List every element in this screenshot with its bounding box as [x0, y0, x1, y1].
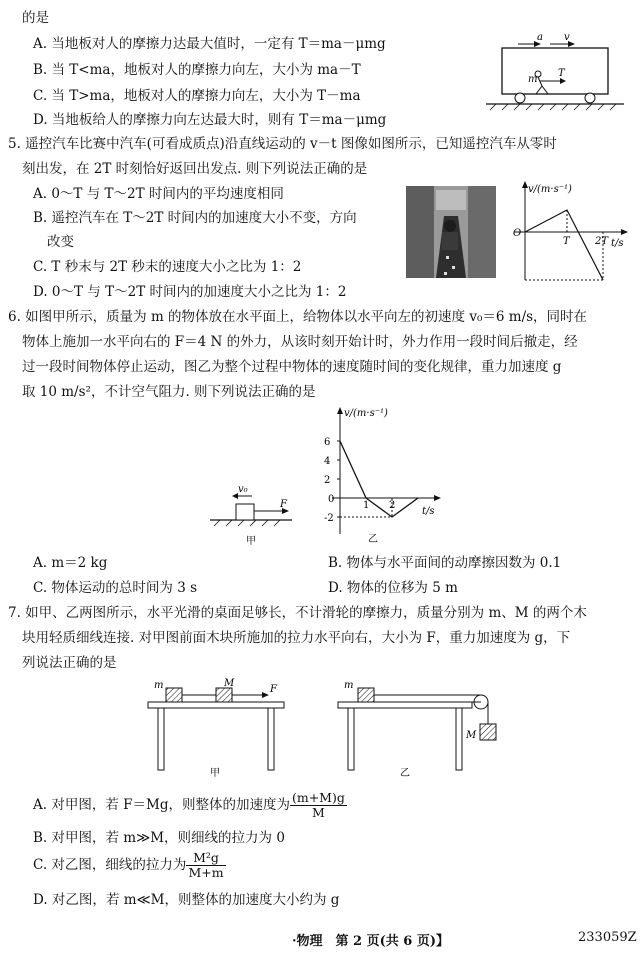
- q4-option-c: C. 当 T>ma，地板对人的摩擦力向左，大小为 T－ma: [33, 88, 361, 104]
- q4-option-b: B. 当 T<ma，地板对人的摩擦力向左，大小为 ma－T: [33, 62, 361, 78]
- q4-figure-cart: [480, 30, 630, 118]
- q7-figure-yi: [334, 678, 504, 778]
- q7-option-c-den: M+m: [188, 865, 224, 880]
- q7-option-a-fraction: [290, 791, 347, 820]
- q5-vt-graph: [505, 180, 635, 290]
- q6-yi-ytick-label: 4: [324, 456, 331, 467]
- q6-yi-xlabel: t/s: [422, 506, 435, 517]
- q7-jia-caption: 甲: [210, 768, 220, 778]
- q4-a-label: a: [537, 32, 543, 43]
- q6-jia-v0: v₀: [238, 484, 248, 495]
- q4-m-label: m: [528, 74, 538, 85]
- page-footer: ·物理 第 2 页(共 6 页)】: [292, 934, 450, 949]
- q4-v-label: v: [564, 32, 570, 43]
- q7-stem-line-3: 列说法正确的是: [22, 655, 117, 671]
- q6-yi-ytick-label: 6: [324, 437, 331, 448]
- q7-yi-caption: 乙: [400, 768, 410, 778]
- q6-option-c: C. 物体运动的总时间为 3 s: [33, 580, 198, 596]
- q6-yi-xtick-label: 1: [363, 500, 370, 511]
- q7-jia-m: m: [154, 680, 164, 691]
- q6-jia-caption: 甲: [246, 536, 256, 547]
- q7-stem-line-2: 块用轻质细线连接. 对甲图前面木块所施加的拉力水平向右，大小为 F，重力加速度为 g，下: [22, 630, 571, 646]
- q6-stem-line-2: 物体上施加一水平向右的 F＝4 N 的外力，从该时刻开始计时，外力作用一段时间后撤走，经: [22, 334, 578, 350]
- q7-option-c-num: M²g: [186, 851, 225, 866]
- q7-option-a-num: (m+M)g: [291, 790, 345, 805]
- q5-option-d: D. 0～T 与 T～2T 时间内的加速度大小之比为 1：2: [33, 284, 347, 300]
- q7-option-a-den: M: [312, 805, 325, 820]
- q6-yi-xtick-label: 2: [389, 500, 396, 511]
- q6-option-a: A. m＝2 kg: [33, 555, 108, 571]
- q5-graph-ylabel: v/(m·s⁻¹): [528, 184, 572, 195]
- q7-yi-m: m: [344, 680, 354, 691]
- q7-option-c-fraction: [186, 851, 225, 880]
- q6-figure-jia: [208, 478, 304, 548]
- q4-intro-tail: 的是: [22, 10, 49, 26]
- q6-figure-yi: [316, 406, 446, 546]
- q5-stem-line-1: 5. 遥控汽车比赛中汽车(可看成质点)沿直线运动的 v－t 图像如图所示，已知遥控汽车从零时: [8, 136, 557, 152]
- q5-option-b: B. 遥控汽车在 T～2T 时间内的加速度大小不变，方向: [33, 210, 357, 226]
- q7-figure-jia: [144, 678, 294, 778]
- q6-option-b: B. 物体与水平面间的动摩擦因数为 0.1: [328, 555, 562, 571]
- q7-option-c-text: C. 对乙图，细线的拉力为: [33, 857, 187, 873]
- q5-graph-origin: O: [513, 228, 522, 239]
- q6-yi-ytick-label: -2: [324, 513, 334, 524]
- q5-race-photo: [406, 186, 496, 278]
- q6-yi-series-line: [340, 441, 418, 517]
- q6-yi-ylabel: v/(m·s⁻¹): [344, 408, 388, 419]
- q5-option-c: C. T 秒末与 2T 秒末的速度大小之比为 1：2: [33, 259, 302, 275]
- q7-option-a: [33, 788, 347, 822]
- q4-option-a: A. 当地板对人的摩擦力达最大值时，一定有 T＝ma－μmg: [33, 36, 386, 52]
- q6-stem-line-3: 过一段时间物体停止运动，图乙为整个过程中物体的速度随时间的变化规律，重力加速度 g: [22, 359, 562, 375]
- q5-tick-2T: 2T: [595, 236, 609, 247]
- q4-T-label: T: [558, 68, 565, 79]
- q6-yi-ytick-label: 2: [324, 475, 331, 486]
- q4-option-d: D. 当地板给人的摩擦力向左达最大时，则有 T＝ma－μmg: [33, 112, 387, 128]
- q7-option-c: [33, 848, 226, 882]
- q6-stem-line-1: 6. 如图甲所示，质量为 m 的物体放在水平面上，给物体以水平向左的初速度 v₀＝6 m/s，同时在: [8, 309, 588, 325]
- q5-option-a: A. 0～T 与 T～2T 时间内的平均速度相同: [33, 186, 284, 202]
- q5-stem-line-2: 刻出发，在 2T 时刻恰好返回出发点. 则下列说法正确的是: [22, 161, 368, 177]
- q7-option-a-text: A. 对甲图，若 F＝Mg，则整体的加速度为: [33, 797, 290, 813]
- q7-option-b: B. 对甲图，若 m≫M，则细线的拉力为 0: [33, 830, 285, 846]
- q7-yi-M: M: [466, 730, 477, 741]
- q6-yi-caption: 乙: [368, 534, 378, 545]
- q5-tick-T: T: [563, 236, 570, 247]
- q6-yi-ytick-0: 0: [328, 494, 335, 505]
- q7-jia-F: F: [270, 684, 277, 695]
- q7-jia-M: M: [224, 678, 235, 689]
- q7-stem-line-1: 7. 如甲、乙两图所示，水平光滑的桌面足够长，不计滑轮的摩擦力，质量分别为 m、M 的两个木: [8, 605, 587, 621]
- page-code: 233059Z: [578, 930, 637, 945]
- q7-option-d: D. 对乙图，若 m≪M，则整体的加速度大小约为 g: [33, 892, 340, 908]
- q5-graph-xlabel: t/s: [611, 238, 624, 249]
- q5-option-b-cont: 改变: [47, 234, 74, 250]
- q6-stem-line-4: 取 10 m/s²，不计空气阻力. 则下列说法正确的是: [22, 384, 316, 400]
- q6-jia-F: F: [280, 499, 287, 510]
- q6-option-d: D. 物体的位移为 5 m: [328, 580, 458, 596]
